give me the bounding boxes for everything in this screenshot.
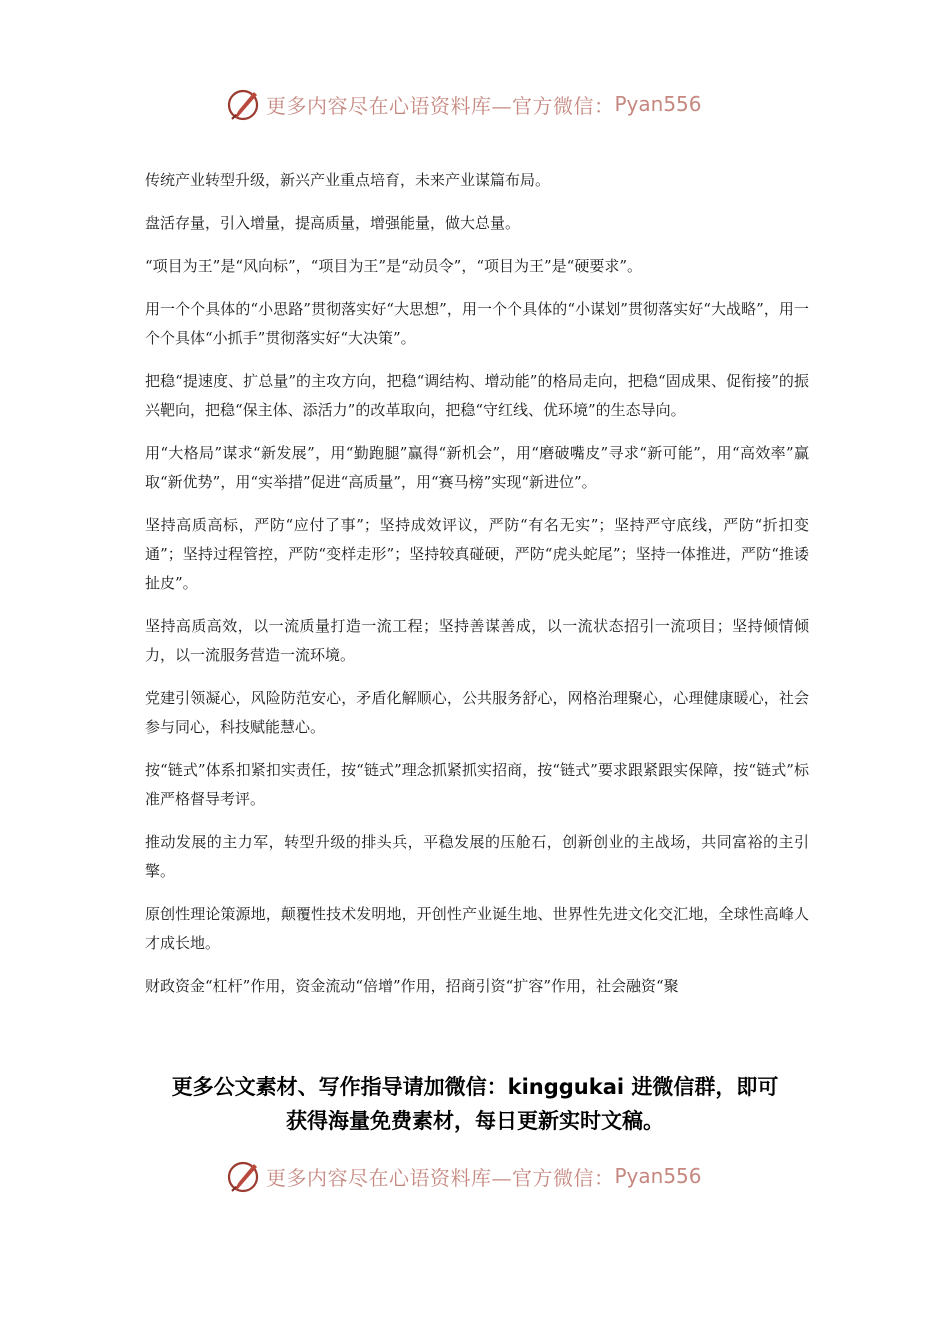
promo-banner (120, 1070, 830, 1138)
quill-pen-logo-icon (226, 1158, 262, 1194)
paragraph: 党建引领凝心，风险防范安心，矛盾化解顺心，公共服务舒心，网格治理聚心，心理健康暖心，社会参与同心，科技赋能慧心。 (145, 689, 809, 736)
promo-line-1: 更多公文素材、写作指导请加微信：kinggukai 进微信群，即可 (171, 1075, 779, 1099)
footer-brand-id: Pyan556 (614, 1164, 702, 1188)
header-brand-text: 更多内容尽在心语资料库—官方微信： (266, 93, 615, 118)
paragraph: 财政资金“杠杆”作用，资金流动“倍增”作用，招商引资“扩容”作用，社会融资“聚 (145, 977, 679, 995)
header-brand-id: Pyan556 (614, 92, 702, 116)
paragraph: 盘活存量，引入增量，提高质量，增强能量，做大总量。 (145, 214, 521, 232)
paragraph: 用“大格局”谋求“新发展”，用“勤跑腿”赢得“新机会”，用“磨破嘴皮”寻求“新可能”，用“高效率”赢取“新优势”，用“实举措”促进“高质量”，用“赛马榜”实现“新进位”。 (145, 444, 809, 491)
paragraph: 原创性理论策源地，颠覆性技术发明地，开创性产业诞生地、世界性先进文化交汇地，全球性高峰人才成长地。 (145, 905, 809, 952)
quill-pen-logo-icon (226, 86, 262, 122)
paragraph: 推动发展的主力军，转型升级的排头兵，平稳发展的压舱石，创新创业的主战场，共同富裕的主引擎。 (145, 833, 809, 880)
paragraph: 传统产业转型升级，新兴产业重点培育，未来产业谋篇布局。 (145, 171, 551, 189)
paragraph: 坚持高质高效，以一流质量打造一流工程；坚持善谋善成，以一流状态招引一流项目；坚持倾情倾力，以一流服务营造一流环境。 (145, 617, 809, 664)
paragraph: 用一个个具体的“小思路”贯彻落实好“大思想”，用一个个具体的“小谋划”贯彻落实好“大战略”，用一个个具体“小抓手”贯彻落实好“大决策”。 (145, 300, 809, 347)
paragraph: “项目为王”是“风向标”，“项目为王”是“动员令”，“项目为王”是“硬要求”。 (145, 257, 643, 275)
paragraph: 坚持高质高标，严防“应付了事”；坚持成效评议，严防“有名无实”；坚持严守底线，严防“折扣变通”；坚持过程管控，严防“变样走形”；坚持较真碰硬，严防“虎头蛇尾”；坚持一体推进，严防“推诿扯皮”。 (145, 516, 809, 592)
paragraph: 把稳“提速度、扩总量”的主攻方向，把稳“调结构、增动能”的格局走向，把稳“固成果、促衔接”的振兴靶向，把稳“保主体、添活力”的改革取向，把稳“守红线、优环境”的生态导向。 (145, 372, 809, 419)
header-watermark (226, 84, 726, 124)
document-body (145, 166, 809, 1015)
paragraph: 按“链式”体系扣紧扣实责任，按“链式”理念抓紧抓实招商，按“链式”要求跟紧跟实保障，按“链式”标准严格督导考评。 (145, 761, 809, 808)
footer-watermark (226, 1156, 726, 1196)
promo-line-2: 获得海量免费素材，每日更新实时文稿。 (286, 1109, 664, 1133)
footer-brand-text: 更多内容尽在心语资料库—官方微信： (266, 1165, 615, 1190)
